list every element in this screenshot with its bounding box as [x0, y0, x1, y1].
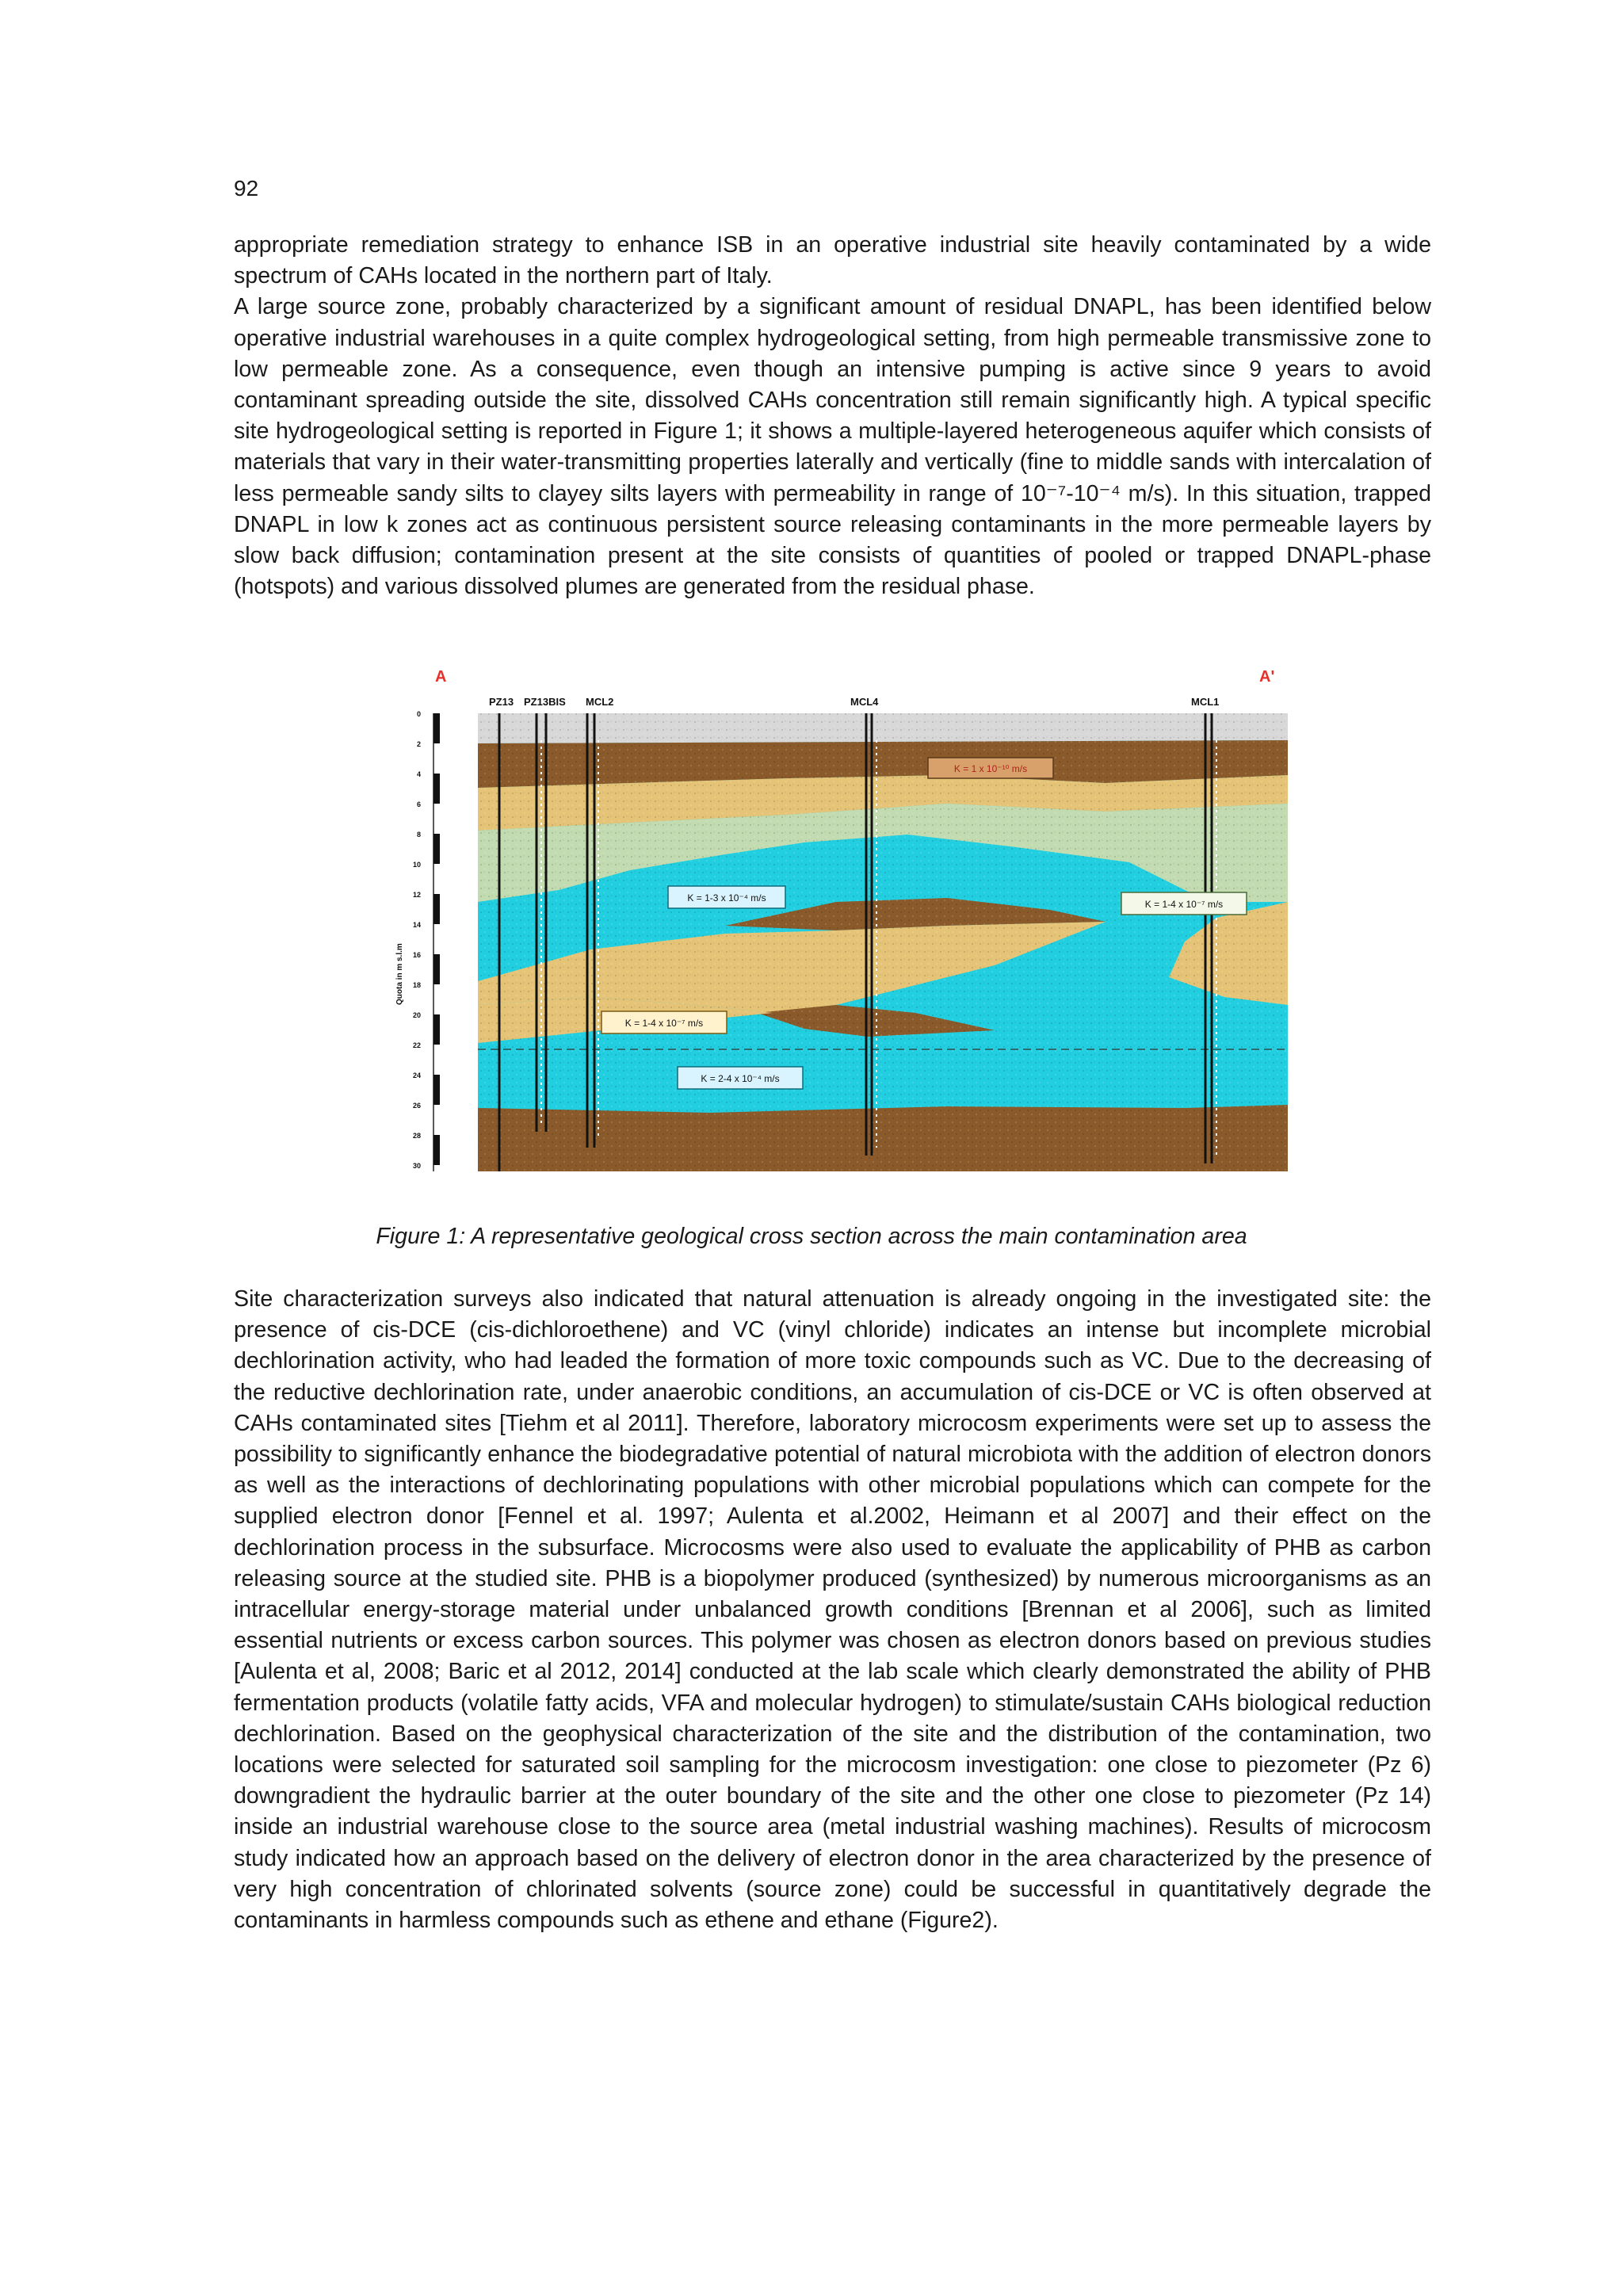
figure-cross-section [392, 664, 1288, 1195]
paragraph: A large source zone, probably characterized by a significant amount of residual DNAPL, has been identified below operative industrial warehouses in a quite complex hydrogeological setting, from high permeable transmissive zone to low permeable zone. As a consequence, even though an intensive pumping is active since 9 years to avoid contaminant spreading outside the site, dissolved CAHs concentration still remain significantly high. A typical specific site hydrogeological setting is reported in Figure 1; it shows a multiple-layered heterogeneous aquifer which consists of materials that vary in their water-transmitting properties laterally and vertically (fine to middle sands with intercalation of less permeable sandy silts to clayey silts layers with permeability in range of 10⁻⁷-10⁻⁴ m/s). In this situation, trapped DNAPL in low k zones act as continuous persistent source releasing contaminants in the more permeable layers by slow back diffusion; contamination present at the site consists of quantities of pooled or trapped DNAPL-phase (hotspots) and various dissolved plumes are generated from the residual phase. [234, 294, 1431, 600]
depth-tick: 22 [412, 1041, 421, 1049]
depth-tick: 4 [416, 770, 421, 778]
body-text-bottom [234, 1284, 1431, 1936]
k-label: K = 1-4 x 10⁻⁷ m/s [1144, 899, 1224, 910]
depth-axis-label: Quota in m s.l.m [395, 943, 404, 1005]
well-label: MCL2 [586, 696, 614, 708]
depth-tick: 18 [412, 981, 421, 989]
depth-tick: 0 [416, 710, 421, 718]
depth-tick: 26 [412, 1102, 421, 1110]
section-end-label: A' [1259, 668, 1275, 686]
k-label: K = 1-3 x 10⁻⁴ m/s [687, 892, 766, 904]
paragraph: Site characterization surveys also indicated that natural attenuation is already ongoing in the investigated site: the presence of cis-DCE (cis-dichloroethene) and VC (vinyl chloride) indicates an intense but incomplete microbial dechlorination activity, who had leaded the formation of more toxic compounds such as VC. Due to the decreasing of the reductive dechlorination rate, under anaerobic conditions, an accumulation of cis-DCE or VC is often observed at CAHs contaminated sites [Tiehm et al 2011]. Therefore, laboratory microcosm experiments were set up to assess the possibility to significantly enhance the biodegradative potential of natural microbiota with the addition of electron donors as well as the interactions of dechlorinating populations with other microbial populations which can compete for the supplied electron donor [Fennel et al. 1997; Aulenta et al.2002, Heimann et al 2007] and their effect on the dechlorination process in the subsurface. Microcosms were also used to evaluate the applicability of PHB as carbon releasing source at the studied site. PHB is a biopolymer produced (synthesized) by numerous microorganisms as an intracellular energy-storage material under unbalanced growth conditions [Brennan et al 2006], such as limited essential nutrients or excess carbon sources. This polymer was chosen as electron donors based on previous studies [Aulenta et al, 2008; Baric et al 2012, 2014] conducted at the lab scale which clearly demonstrated the ability of PHB fermentation products (volatile fatty acids, VFA and molecular hydrogen) to stimulate/sustain CAHs biological reduction dechlorination. Based on the geophysical characterization of the site and the distribution of the contamination, two locations were selected for saturated soil sampling for the microcosm investigation: one close to piezometer (Pz 6) downgradient the hydraulic barrier at the outer boundary of the site and the other one close to piezometer (Pz 14) inside an industrial warehouse close to the source area (metal industrial washing machines). Results of microcosm study indicated how an approach based on the delivery of electron donor in the area characterized by the presence of very high concentration of chlorinated solvents (source zone) could be successful in quantitatively degrade the contaminants in harmless compounds such as ethene and ethane (Figure2). [234, 1286, 1431, 1934]
k-label-box [1121, 892, 1247, 915]
depth-tick: 24 [412, 1072, 421, 1079]
cross-section-image [392, 664, 1288, 1195]
well-label: MCL4 [850, 696, 879, 708]
depth-tick: 28 [412, 1132, 421, 1140]
depth-tick: 16 [412, 951, 421, 959]
geology-layers [478, 713, 1288, 1171]
paragraph: appropriate remediation strategy to enhance ISB in an operative industrial site heavily contaminated by a wide spectrum of CAHs located in the northern part of Italy. [234, 232, 1431, 289]
depth-tick: 12 [412, 891, 421, 899]
depth-tick: 10 [412, 861, 421, 869]
page-number: 92 [234, 176, 259, 201]
figure-caption: Figure 1: A representative geological cross section across the main contamination area [376, 1224, 1247, 1249]
depth-tick: 14 [412, 921, 421, 929]
k-label-box [601, 1011, 727, 1033]
k-label-box [668, 886, 785, 908]
depth-scale [395, 710, 440, 1171]
k-label-box [928, 758, 1053, 778]
section-start-label: A [435, 668, 447, 686]
depth-tick: 20 [412, 1011, 421, 1019]
well-label: PZ13BIS [524, 696, 566, 708]
depth-tick: 8 [416, 831, 421, 839]
k-label-box [678, 1067, 803, 1089]
well-label: PZ13 [489, 696, 514, 708]
depth-tick: 6 [416, 800, 421, 808]
k-label: K = 1-4 x 10⁻⁷ m/s [624, 1018, 704, 1029]
depth-tick: 2 [416, 740, 421, 748]
well-label: MCL1 [1191, 696, 1220, 708]
k-label: K = 2-4 x 10⁻⁴ m/s [701, 1073, 780, 1084]
body-text-top [234, 230, 1431, 602]
k-label: K = 1 x 10⁻¹⁰ m/s [953, 763, 1028, 774]
depth-tick: 30 [412, 1162, 421, 1170]
